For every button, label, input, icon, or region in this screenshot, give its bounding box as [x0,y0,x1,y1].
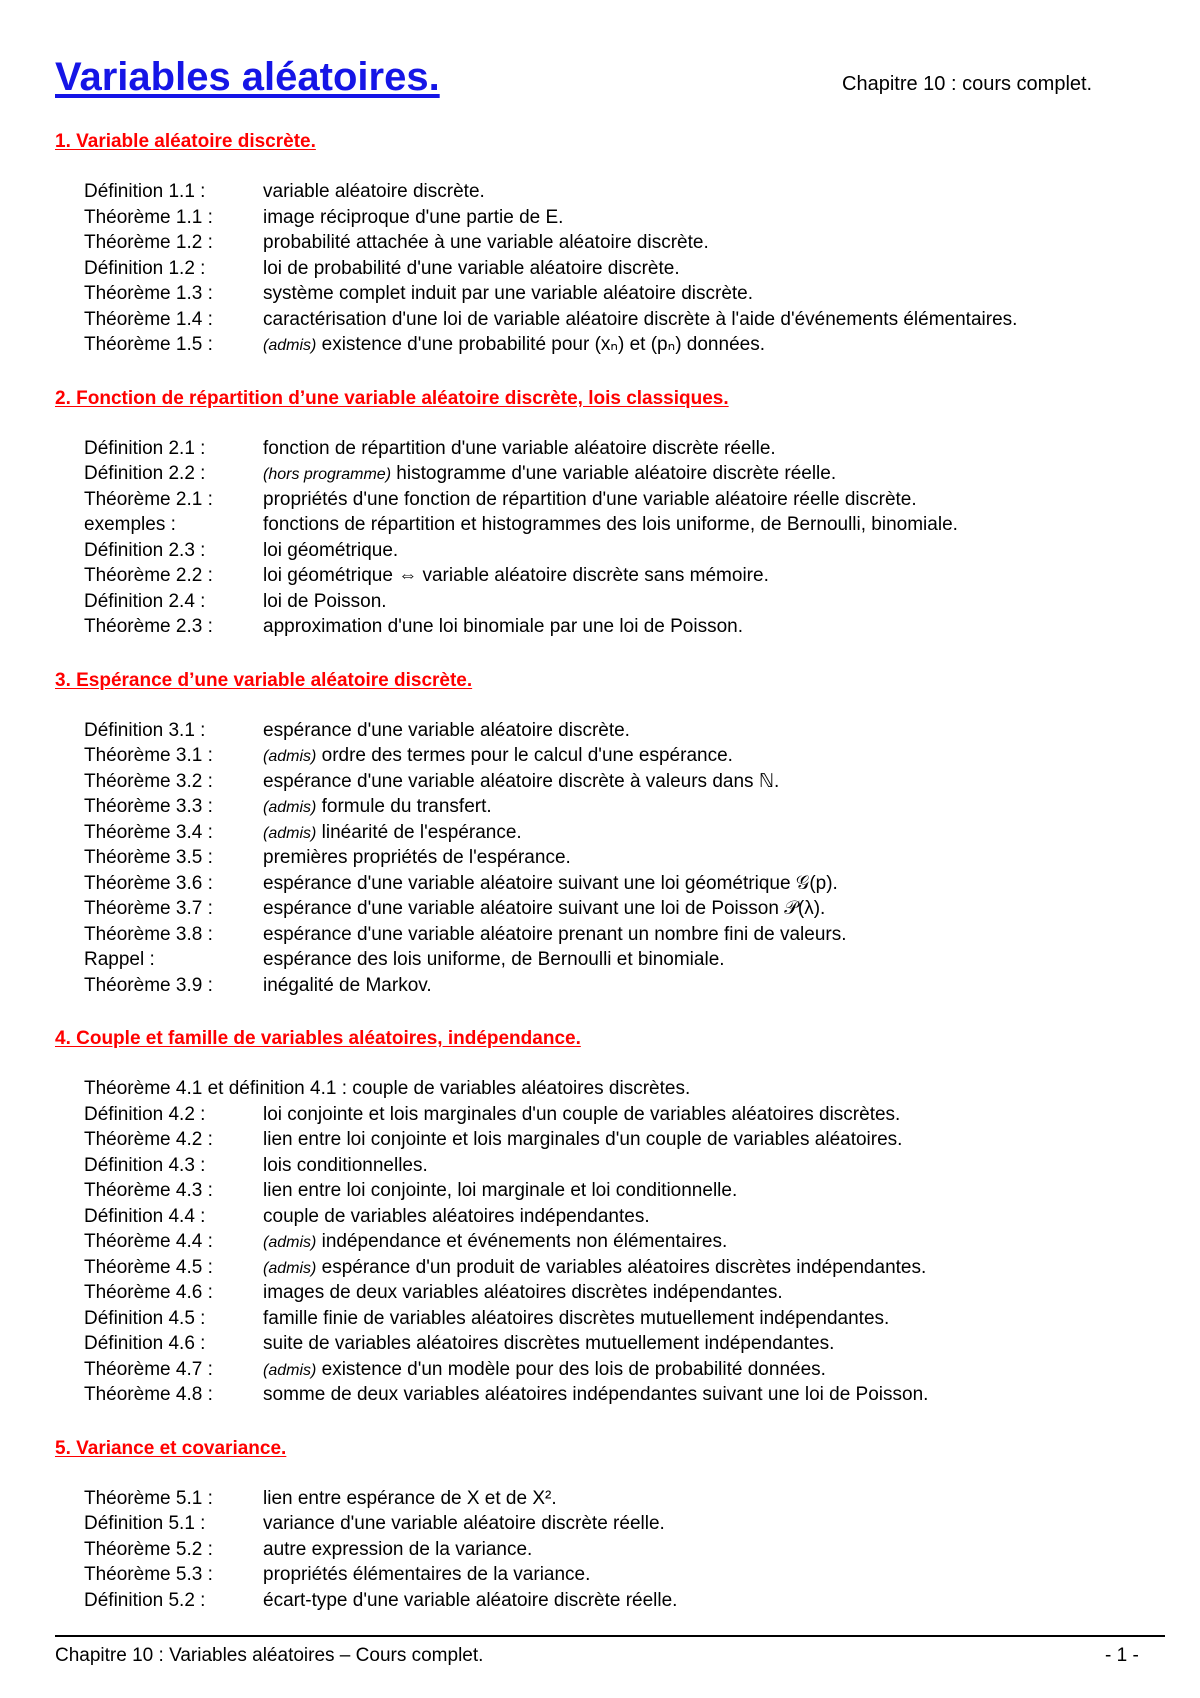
item-text: loi géométrique. [263,539,399,561]
item-label: Théorème 2.2 : [84,565,213,586]
item-text: système complet induit par une variable aléatoire discrète. [263,283,754,304]
item-text: propriétés d'une fonction de répartition d'une variable aléatoire réelle discrète. [263,488,917,510]
item-text: espérance d'une variable aléatoire suivant une loi de Poisson 𝒫(λ). [263,898,826,919]
item-text: existence d'un modèle pour des lois de probabilité données. [316,1358,826,1380]
item-label: Théorème 4.5 : [84,1256,213,1278]
item-text: fonction de répartition d'une variable aléatoire discrète réelle. [263,437,776,459]
list-item [55,973,1165,999]
item-text: image réciproque d'une partie de E. [263,206,564,228]
item-label: Théorème 1.1 : [84,206,213,228]
list-item [55,896,1165,922]
item-label: Théorème 3.4 : [84,821,213,843]
list-item [55,1280,1165,1306]
item-text: suite de variables aléatoires discrètes mutuellement indépendantes. [263,1333,835,1354]
list-item [55,1486,1165,1512]
item-text: loi conjointe et lois marginales d'un couple de variables aléatoires discrètes. [263,1103,901,1125]
item-text: histogramme d'une variable aléatoire discrète réelle. [391,463,837,484]
list-item [55,1102,1165,1128]
item-note: (hors programme) [263,466,392,483]
item-label: Théorème 3.7 : [84,898,213,919]
item-label: Définition 5.1 : [84,1513,206,1534]
item-text: espérance d'une variable aléatoire discrète à valeurs dans ℕ. [263,770,780,792]
item-text: lien entre loi conjointe, loi marginale et loi conditionnelle. [263,1180,738,1201]
item-label: Théorème 2.3 : [84,616,213,637]
list-item [55,281,1165,307]
list-item [55,256,1165,282]
item-description [263,256,680,282]
section-1 [55,129,1165,358]
section-title: 1. Variable aléatoire discrète. [55,131,316,152]
item-label: Théorème 1.4 : [84,308,213,330]
list-item [55,820,1165,846]
item-text: espérance d'une variable aléatoire discrète. [263,719,630,741]
item-description [263,922,847,948]
list-item [55,1511,1165,1537]
item-text: loi géométrique ⇔ variable aléatoire discrète sans mémoire. [263,565,769,586]
item-description [263,1331,834,1357]
list-item [55,614,1165,640]
section-title: 4. Couple et famille de variables aléatoires, indépendance. [55,1028,581,1049]
item-description [263,1382,928,1408]
page-number: - 1 - [1105,1645,1139,1666]
item-text: lois conditionnelles. [263,1154,428,1176]
list-item [55,461,1165,487]
list-item [55,922,1165,948]
item-description [263,1153,428,1179]
item-note: (admis) [263,799,317,816]
list-item [55,563,1165,589]
item-description [263,1357,826,1383]
item-description [263,563,769,589]
item-text: images de deux variables aléatoires discrètes indépendantes. [263,1282,783,1303]
item-label: Théorème 4.6 : [84,1282,213,1303]
list-item [55,179,1165,205]
item-label: Théorème 4.8 : [84,1384,213,1405]
item-label: Théorème 5.2 : [84,1538,213,1560]
item-label: Théorème 5.1 : [84,1487,213,1509]
item-text: existence d'une probabilité pour (xₙ) et (pₙ) données. [316,334,765,355]
item-label: Définition 5.2 : [84,1589,206,1611]
item-text: propriétés élémentaires de la variance. [263,1564,591,1585]
item-description [263,179,485,205]
item-text: espérance d'une variable aléatoire suivant une loi géométrique 𝒢(p). [263,872,838,894]
item-text: probabilité attachée à une variable aléatoire discrète. [263,232,709,253]
item-text: écart-type d'une variable aléatoire discrète réelle. [263,1589,678,1611]
item-description [263,1562,590,1588]
list-item [55,230,1165,256]
item-description [263,1511,665,1537]
item-description [263,743,733,769]
list-item [55,1382,1165,1408]
item-description [263,769,779,795]
item-label: Théorème 4.3 : [84,1180,213,1201]
item-description [263,1255,926,1281]
section-3 [55,668,1165,999]
item-text: espérance des lois uniforme, de Bernoulli et binomiale. [263,949,725,970]
list-item [55,1229,1165,1255]
item-label: Théorème 4.7 : [84,1358,213,1380]
item-description [263,871,838,897]
list-item [55,1562,1165,1588]
item-text: formule du transfert. [316,796,492,817]
item-text: espérance d'un produit de variables aléatoires discrètes indépendantes. [316,1256,927,1278]
item-note: (admis) [263,748,317,765]
item-text: lien entre espérance de X et de X². [263,1487,557,1509]
item-label: Théorème 1.2 : [84,232,213,253]
item-label: Définition 2.3 : [84,539,206,561]
item-label: exemples : [84,514,176,535]
item-description [263,487,917,513]
list-item [55,1127,1165,1153]
item-text: variable aléatoire discrète. [263,181,485,202]
list-item [55,947,1165,973]
list-item [55,1357,1165,1383]
list-item [55,718,1165,744]
list-item [55,332,1165,358]
list-item [55,1255,1165,1281]
item-note: (admis) [263,1234,317,1251]
list-item [55,1306,1165,1332]
item-label: Théorème 4.2 : [84,1129,213,1150]
section-4 [55,1026,1165,1408]
list-item [55,538,1165,564]
item-description [263,820,522,846]
list-item [55,512,1165,538]
item-text: indépendance et événements non élémentaires. [316,1231,728,1252]
item-description [263,538,398,564]
section-2 [55,386,1165,640]
item-label: Définition 1.2 : [84,257,206,279]
item-label: Théorème 3.8 : [84,923,213,945]
item-label: Théorème 2.1 : [84,488,213,510]
item-description [263,205,563,231]
item-label: Théorème 3.9 : [84,974,213,996]
footer-divider [55,1635,1165,1637]
item-text: famille finie de variables aléatoires discrètes mutuellement indépendantes. [263,1307,890,1329]
list-item [55,1204,1165,1230]
item-label: Théorème 3.6 : [84,872,213,894]
item-note: (admis) [263,824,317,842]
item-description [263,512,958,538]
item-label: Théorème 3.3 : [84,796,213,817]
item-text: espérance d'une variable aléatoire prenant un nombre fini de valeurs. [263,923,847,945]
item-description [263,614,743,640]
list-item [55,589,1165,615]
item-label: Théorème 1.3 : [84,283,213,304]
item-description [263,281,753,307]
section-title: 2. Fonction de répartition d’une variable aléatoire discrète, lois classiques. [55,387,729,409]
item-label: Définition 4.2 : [84,1103,206,1125]
item-label: Définition 4.6 : [84,1333,206,1354]
item-text: Théorème 4.1 et définition 4.1 : couple de variables aléatoires discrètes. [84,1078,691,1099]
item-description [263,1537,532,1563]
item-description [263,1178,737,1204]
chapter-subtitle: Chapitre 10 : cours complet. [842,73,1093,95]
item-text: autre expression de la variance. [263,1538,533,1560]
item-label: Définition 4.4 : [84,1205,206,1227]
item-label: Théorème 3.1 : [84,745,213,766]
list-item [55,436,1165,462]
item-description [263,1229,727,1255]
item-label: Théorème 3.2 : [84,770,213,792]
item-description [263,461,836,487]
item-text: loi de probabilité d'une variable aléatoire discrète. [263,257,680,279]
item-description [263,1204,650,1230]
item-description [263,1306,889,1332]
item-label: Définition 4.5 : [84,1307,206,1329]
item-description [263,1102,900,1128]
list-item [55,871,1165,897]
item-text: lien entre loi conjointe et lois marginales d'un couple de variables aléatoires. [263,1129,903,1150]
item-description [263,947,725,973]
item-description [263,1486,557,1512]
item-description [263,845,571,871]
item-label: Théorème 5.3 : [84,1564,213,1585]
list-item [55,769,1165,795]
list-item [55,794,1165,820]
item-description [263,1588,677,1614]
item-text: loi de Poisson. [263,590,387,612]
item-text: linéarité de l'espérance. [316,821,522,843]
item-text: variance d'une variable aléatoire discrète réelle. [263,1513,665,1534]
item-label: Définition 2.4 : [84,590,206,612]
item-description [263,794,492,820]
item-text: somme de deux variables aléatoires indépendantes suivant une loi de Poisson. [263,1384,929,1405]
item-text: couple de variables aléatoires indépendantes. [263,1205,650,1227]
item-description [263,896,825,922]
item-note: (admis) [263,337,317,354]
item-label: Définition 3.1 : [84,719,206,741]
item-description [263,307,1017,333]
item-note: (admis) [263,1259,317,1277]
item-text: fonctions de répartition et histogrammes des lois uniforme, de Bernoulli, binomiale. [263,514,958,535]
list-item [55,205,1165,231]
list-item [55,1331,1165,1357]
section-title: 3. Espérance d’une variable aléatoire discrète. [55,669,473,691]
list-item [55,1153,1165,1179]
list-item [55,487,1165,513]
item-label: Théorème 4.4 : [84,1231,213,1252]
page-title: Variables aléatoires. [55,55,440,99]
item-description [263,1280,783,1306]
list-item [55,845,1165,871]
item-text: approximation d'une loi binomiale par une loi de Poisson. [263,616,743,637]
document-body [55,129,1165,1613]
item-label: Définition 2.2 : [84,463,206,484]
section-5 [55,1436,1165,1614]
item-description [263,973,432,999]
section-title: 5. Variance et covariance. [55,1437,287,1459]
item-description [263,230,709,256]
footer-chapter-text: Chapitre 10 : Variables aléatoires – Cours complet. [55,1645,484,1666]
item-description [263,332,765,358]
item-description [263,1127,902,1153]
item-text: inégalité de Markov. [263,974,432,996]
list-item [55,307,1165,333]
item-label: Définition 4.3 : [84,1154,206,1176]
list-item [55,1178,1165,1204]
item-label: Théorème 1.5 : [84,334,213,355]
list-item [55,1537,1165,1563]
item-text: caractérisation d'une loi de variable aléatoire discrète à l'aide d'événements élémentaires. [263,308,1018,330]
item-description [263,718,630,744]
item-description [263,436,776,462]
item-description [263,589,387,615]
item-text: ordre des termes pour le calcul d'une espérance. [316,745,733,766]
item-text: premières propriétés de l'espérance. [263,847,571,868]
item-label: Théorème 3.5 : [84,847,213,868]
item-label: Rappel : [84,949,155,970]
list-item [55,743,1165,769]
item-label: Définition 1.1 : [84,181,206,202]
item-label: Définition 2.1 : [84,437,206,459]
list-item [55,1588,1165,1614]
item-note: (admis) [263,1361,317,1379]
list-item [55,1076,1165,1102]
